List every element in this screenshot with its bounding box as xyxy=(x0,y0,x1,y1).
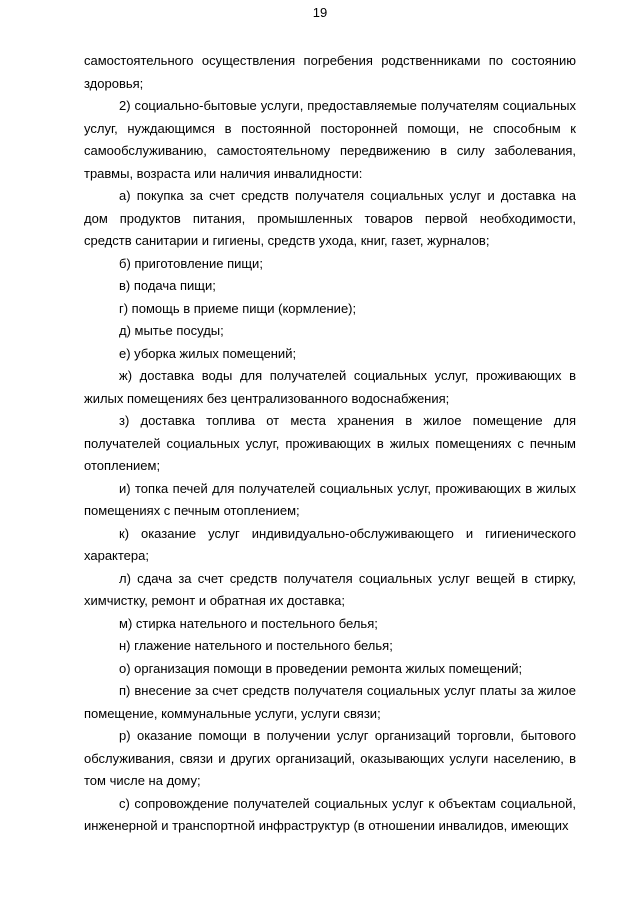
list-item: г) помощь в приеме пищи (кормление); xyxy=(119,300,357,316)
list-item: н) глажение нательного и постельного белья; xyxy=(119,638,393,653)
list-item: о) организация помощи в проведении ремонта жилых помещений; xyxy=(119,660,523,676)
list-item: м) стирка нательного и постельного белья; xyxy=(119,615,378,631)
list-item: р) оказание помощи в получении услуг организаций торговли, бытового обслуживания, связи и других организаций, оказывающих услуги населению, в том числе на дому; xyxy=(84,728,576,788)
document-body xyxy=(84,50,576,838)
list-item: з) доставка топлива от места хранения в жилое помещение для получателей социальных услуг, проживающих в жилых помещениях с печным отоплением; xyxy=(84,413,576,473)
list-item: ж) доставка воды для получателей социальных услуг, проживающих в жилых помещениях без централизованного водоснабжения; xyxy=(84,368,576,406)
list-item: к) оказание услуг индивидуально-обслуживающего и гигиенического характера; xyxy=(84,525,576,563)
list-item: с) сопровождение получателей социальных услуг к объектам социальной, инженерной и транспортной инфраструктур (в отношении инвалидов, имеющих xyxy=(84,795,576,833)
list-item: б) приготовление пищи; xyxy=(119,255,263,271)
list-item: л) сдача за счет средств получателя социальных услуг вещей в стирку, химчистку, ремонт и обратная их доставка; xyxy=(84,570,576,608)
paragraph: 2) социально-бытовые услуги, предоставляемые получателям социальных услуг, нуждающимся в постоянной посторонней помощи, не способным к самообслуживанию, самостоятельному передвижению в силу заболевания, травмы, возраста или наличия инвалидности: xyxy=(84,98,576,181)
list-item: е) уборка жилых помещений; xyxy=(119,345,297,361)
list-item: и) топка печей для получателей социальных услуг, проживающих в жилых помещениях с печным отоплением; xyxy=(84,480,576,518)
list-item: д) мытье посуды; xyxy=(119,323,224,338)
paragraph: самостоятельного осуществления погребения родственниками по состоянию здоровья; xyxy=(84,53,576,91)
page-number: 19 xyxy=(312,5,328,20)
list-item: а) покупка за счет средств получателя социальных услуг и доставка на дом продуктов питания, промышленных товаров первой необходимости, средств санитарии и гигиены, средств ухода, книг, газет, журналов; xyxy=(84,188,576,248)
list-item: п) внесение за счет средств получателя социальных услуг платы за жилое помещение, коммунальные услуги, услуги связи; xyxy=(84,683,576,721)
list-item: в) подача пищи; xyxy=(119,278,216,293)
